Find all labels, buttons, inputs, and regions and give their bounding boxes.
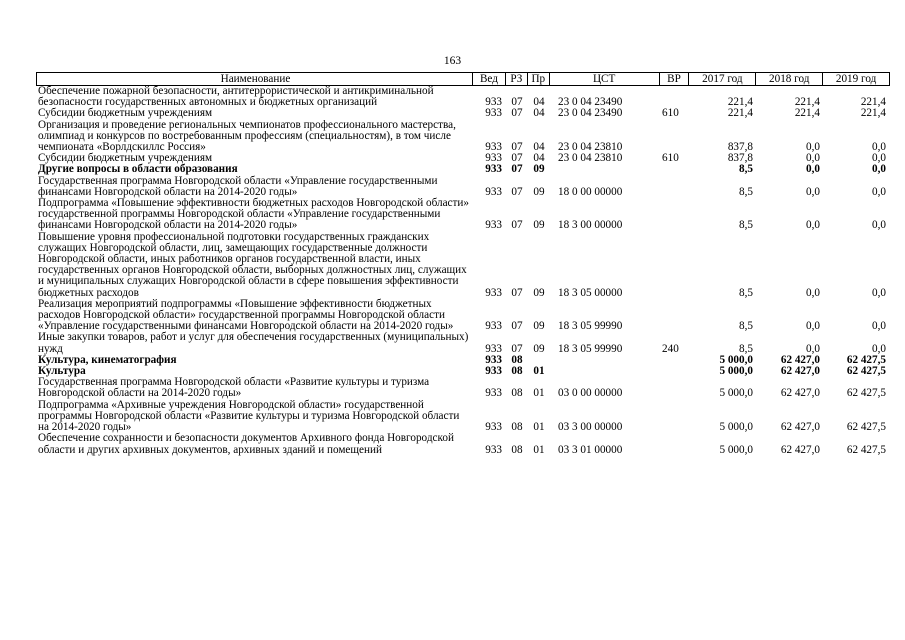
row-pr: 09 [533, 342, 545, 355]
row-2017: 8,5 [739, 219, 753, 232]
row-2017: 8,5 [739, 185, 753, 198]
row-cst: 23 0 04 23810 [558, 152, 623, 165]
row-name: Подпрограмма «Повышение эффективности бюджетных расходов Новгородской области» государственной программы Новгородской области «Управление государственными финансами Новгородской области на 2014-2020 годы» [38, 197, 469, 232]
row-2017: 8,5 [739, 320, 753, 333]
row-2018: 0,0 [806, 163, 820, 176]
row-pr: 09 [533, 219, 545, 232]
row-name: Организация и проведение региональных чемпионатов профессионального мастерства, олимпиад и конкурсов по востребованным профессиям (специальностям), в том числе чемпионата «Ворлдскиллс Россия» [38, 118, 456, 154]
row-2017: 8,5 [739, 286, 753, 299]
header-2018: 2018 год [756, 73, 823, 85]
row-2018: 0,0 [806, 320, 820, 333]
row-2017: 5 000,0 [719, 443, 753, 456]
row-pr: 09 [533, 163, 545, 176]
row-2019: 221,4 [860, 107, 886, 120]
row-cst: 18 3 05 00000 [558, 286, 623, 299]
row-2019: 0,0 [872, 152, 886, 165]
row-2018: 62 427,0 [780, 365, 820, 378]
header-2017: 2017 год [689, 73, 756, 85]
row-vr: 610 [662, 107, 679, 120]
row-name: Другие вопросы в области образования [38, 163, 238, 176]
row-rz: 08 [511, 387, 523, 400]
row-2017: 5 000,0 [719, 421, 753, 434]
header-vr: ВР [660, 73, 690, 85]
row-2019: 62 427,5 [846, 443, 886, 456]
row-2018: 0,0 [806, 219, 820, 232]
row-name: Реализация мероприятий подпрограммы «Повышение эффективности бюджетных расходов Новгородской области» государственной программы Новгородской области «Управление государственными финансами Новгородской области на 2014-2020 годы» [38, 297, 454, 333]
row-pr: 01 [533, 421, 545, 434]
row-name: Культура [38, 365, 86, 378]
row-cst: 23 0 04 23490 [558, 107, 623, 120]
table-row [36, 433, 890, 455]
row-name: Государственная программа Новгородской области «Развитие культуры и туризма Новгородской области на 2014-2020 годы» [38, 376, 430, 400]
row-cst: 23 0 04 23810 [558, 141, 623, 154]
row-ved: 933 [485, 342, 502, 355]
table-row [36, 164, 890, 175]
row-ved: 933 [485, 421, 502, 434]
row-pr: 09 [533, 320, 545, 333]
table-row [36, 176, 890, 198]
row-ved: 933 [485, 96, 502, 109]
row-rz: 07 [511, 286, 523, 299]
row-2019: 0,0 [872, 163, 886, 176]
row-rz: 08 [511, 443, 523, 456]
row-ved: 933 [485, 320, 502, 333]
table-row [36, 332, 890, 354]
row-2018: 221,4 [794, 107, 820, 120]
header-ved: Вед [473, 73, 506, 85]
row-rz: 07 [511, 152, 523, 165]
row-pr: 04 [533, 96, 545, 109]
row-rz: 08 [511, 353, 523, 366]
header-pr: Пр [528, 73, 550, 85]
row-2019: 0,0 [872, 219, 886, 232]
row-vr: 610 [662, 152, 679, 165]
row-pr: 01 [533, 443, 545, 456]
header-2019: 2019 год [835, 73, 877, 85]
row-2019: 0,0 [872, 320, 886, 333]
row-pr: 09 [533, 286, 545, 299]
table-row [36, 86, 890, 108]
row-name: Повышение уровня профессиональной подготовки государственных гражданских служащих Новгородской области, лиц, замещающих государственные должности Новгородской области, иных работников органов государственной власти, иных государственных органов Новгородской области, выборных должностных лиц, служащих и муниципальных служащих Новгородской области в сфере повышения эффективности бюджетных расходов [38, 230, 467, 299]
row-ved: 933 [485, 163, 502, 176]
row-rz: 07 [511, 219, 523, 232]
row-rz: 07 [511, 163, 523, 176]
row-2017: 8,5 [739, 342, 753, 355]
row-2019: 0,0 [872, 342, 886, 355]
row-rz: 07 [511, 107, 523, 120]
row-name: Подпрограмма «Архивные учреждения Новгородской области» государственной программы Новгородской области «Развитие культуры и туризма Новгородской области на 2014-2020 годы» [38, 398, 460, 434]
row-2019: 62 427,5 [846, 365, 886, 378]
table-row [36, 400, 890, 434]
row-name: Субсидии бюджетным учреждениям [38, 107, 213, 120]
table-body [36, 86, 890, 456]
row-vr: 240 [662, 342, 679, 355]
row-2019: 221,4 [860, 96, 886, 109]
row-cst: 03 0 00 00000 [558, 387, 623, 400]
row-2018: 0,0 [806, 185, 820, 198]
row-cst: 18 3 05 99990 [558, 320, 623, 333]
row-cst: 18 0 00 00000 [558, 185, 623, 198]
header-rz: РЗ [506, 73, 528, 85]
table-row [36, 355, 890, 366]
row-2019: 62 427,5 [846, 353, 886, 366]
row-name: Субсидии бюджетным учреждениям [38, 152, 213, 165]
table-header [36, 72, 890, 86]
row-cst: 23 0 04 23490 [558, 96, 623, 109]
row-2018: 0,0 [806, 141, 820, 154]
row-2018: 0,0 [806, 152, 820, 165]
row-cst: 18 3 00 00000 [558, 219, 623, 232]
row-pr: 01 [533, 365, 545, 378]
row-name: Государственная программа Новгородской области «Управление государственными финансами Новгородской области на 2014-2020 годы» [38, 174, 438, 198]
row-2017: 8,5 [739, 163, 753, 176]
row-name: Культура, кинематография [38, 353, 177, 366]
row-2017: 5 000,0 [719, 387, 753, 400]
row-2017: 221,4 [727, 107, 753, 120]
row-rz: 07 [511, 96, 523, 109]
row-pr: 04 [533, 141, 545, 154]
row-ved: 933 [485, 387, 502, 400]
row-2018: 221,4 [794, 96, 820, 109]
row-2017: 221,4 [727, 96, 753, 109]
row-cst: 03 3 00 00000 [558, 421, 623, 434]
row-2018: 62 427,0 [780, 421, 820, 434]
row-2019: 62 427,5 [846, 421, 886, 434]
budget-table [36, 72, 890, 456]
row-ved: 933 [485, 141, 502, 154]
row-rz: 07 [511, 320, 523, 333]
row-rz: 07 [511, 342, 523, 355]
row-name: Обеспечение сохранности и безопасности документов Архивного фонда Новгородской области и других архивных документов, архивных зданий и помещений [38, 432, 454, 456]
row-pr: 01 [533, 387, 545, 400]
row-ved: 933 [485, 152, 502, 165]
row-2019: 62 427,5 [846, 387, 886, 400]
table-row [36, 232, 890, 299]
row-2018: 62 427,0 [780, 353, 820, 366]
row-2018: 62 427,0 [780, 387, 820, 400]
row-2019: 0,0 [872, 141, 886, 154]
page-number: 163 [443, 55, 462, 67]
row-rz: 07 [511, 185, 523, 198]
row-2018: 0,0 [806, 342, 820, 355]
row-name: Иные закупки товаров, работ и услуг для обеспечения государственных (муниципальных) нужд [38, 331, 469, 355]
row-ved: 933 [485, 365, 502, 378]
row-pr: 09 [533, 185, 545, 198]
row-rz: 07 [511, 141, 523, 154]
header-cst: ЦСТ [550, 73, 660, 85]
row-ved: 933 [485, 353, 502, 366]
row-ved: 933 [485, 107, 502, 120]
row-name: Обеспечение пожарной безопасности, антитеррористической и антикриминальной безопасности государственных автономных и бюджетных организаций [38, 85, 434, 109]
row-ved: 933 [485, 443, 502, 456]
row-2017: 5 000,0 [719, 365, 753, 378]
row-2019: 0,0 [872, 286, 886, 299]
row-2018: 62 427,0 [780, 443, 820, 456]
row-cst: 03 3 01 00000 [558, 443, 623, 456]
row-2019: 0,0 [872, 185, 886, 198]
row-ved: 933 [485, 219, 502, 232]
row-rz: 08 [511, 421, 523, 434]
table-row [36, 108, 890, 119]
table-row [36, 299, 890, 333]
row-ved: 933 [485, 286, 502, 299]
table-row [36, 377, 890, 399]
row-ved: 933 [485, 185, 502, 198]
row-2017: 837,8 [727, 141, 753, 154]
row-2017: 5 000,0 [719, 353, 753, 366]
table-row [36, 120, 890, 154]
row-rz: 08 [511, 365, 523, 378]
row-pr: 04 [533, 107, 545, 120]
row-cst: 18 3 05 99990 [558, 342, 623, 355]
header-name: Наименование [37, 73, 473, 85]
row-2017: 837,8 [727, 152, 753, 165]
row-pr: 04 [533, 152, 545, 165]
table-row [36, 198, 890, 232]
row-2018: 0,0 [806, 286, 820, 299]
